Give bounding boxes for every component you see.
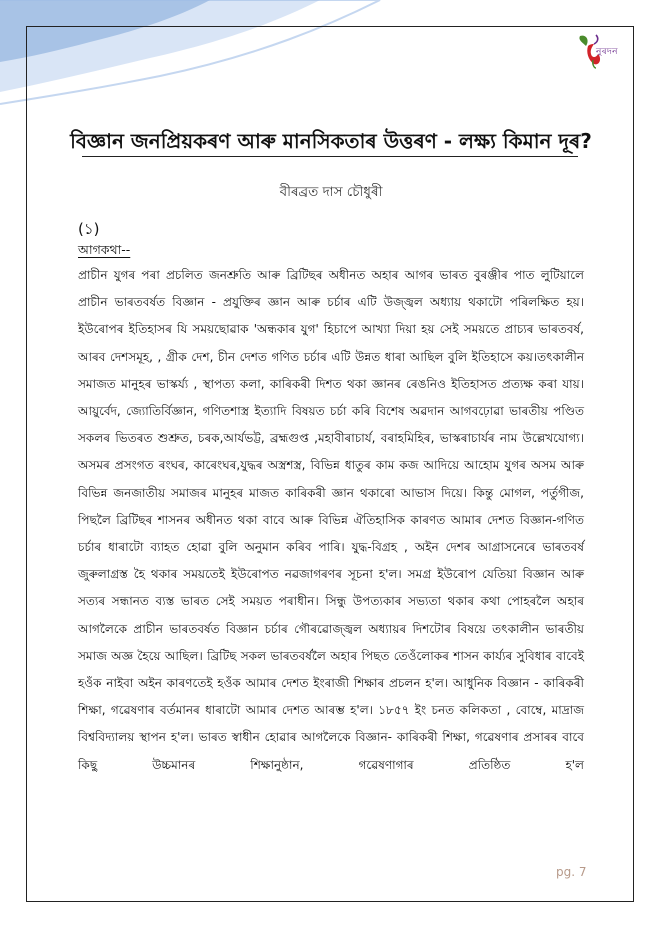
body-line: নাইবা অইন কাৰণতেই হওঁক আমাৰ দেশত ইংৰাজী শিক্ষাৰ প্ৰচলন হ'ল। আধুনিক বিজ্ঞান - [106,676,539,691]
body-line: শুশ্ৰুত, চৰক,আৰ্যভট্ট, ব্ৰহ্মগুপ্ত ,মহাবীৰাচাৰ্য, বৰাহমিহিৰ, ভাস্কৰাচাৰ্যৰ নাম উল্লেখযোগ্য।অসমৰ [78,431,584,473]
body-line: অইন দেশৰ আগ্ৰাসনেৰে ভাৰতবৰ্ষ জুৰুলাগ্ৰস্ত হৈ থকাৰ সময়তেই ইউৰোপত নৱজাগৰণৰ [78,540,584,582]
body-line: আমাৰ দেশত বিজ্ঞান-গণিত চৰ্চাৰ ধাৰাটো ব্যাহত হোৱা বুলি অনুমান কৰিব পাৰি। যুদ্ধ-বিগ্ৰহ , [78,512,584,555]
body-line: বিজ্ঞান চৰ্চাৰ গৌৰৱোজ্জ্বল অধ্যায়ৰ দিশটোৰ বিষয়ে তৎকালীন ভাৰতীয় সমাজ অজ্ঞ হৈয়ে [78,621,584,663]
body-line: প্ৰসংগত ৰংঘৰ, কাৰেংঘৰ,যুদ্ধৰ অস্ত্ৰশস্ত্ৰ, বিভিন্ন ধাতুৰ কাম কজ আদিয়ে আহোম যুগৰ অসম [114,458,556,473]
section-heading: আগকথা-- [78,242,131,257]
article-title: বিজ্ঞান জনপ্ৰিয়কৰণ আৰু মানসিকতাৰ উত্তৰণ - লক্ষ্য কিমান দূৰ? [70,129,592,153]
body-line: গণিতশাস্ত্ৰ ইত্যাদি বিষয়ত চৰ্চা কৰি বিশেষ অৱদান আগবঢ়োৱা ভাৰতীয় পণ্ডিত সকলৰ ভিতৰত [78,404,584,446]
body-line: মোগল, পৰ্তুগীজ, পিছলৈ ব্ৰিটিছৰ শাসনৰ অধীনত থকা বাবে আৰু বিভিন্ন ঐতিহাসিক কাৰণত [78,485,584,527]
body-line: পৰাধীন। সিন্ধু উপত্যকাৰ সভ্যতা থকাৰ কথা পোহৰলৈ অহাৰ আগলৈকে প্ৰাচীন ভাৰতবৰ্ষত [78,594,584,636]
body-line: লুটিয়ালে প্ৰাচীন ভাৰতবৰ্ষত বিজ্ঞান - প্ৰযুক্তিৰ জ্ঞান আৰু চৰ্চাৰ এটি উজ্জ্বল অধ্যায় থকাটো [78,268,584,310]
body-line: সূচনা হ'ল। সমগ্ৰ ইউৰোপ যেতিয়া বিজ্ঞান আৰু সত্যৰ সন্ধানত ব্যস্ত ভাৰত সেই সময়ত [78,567,584,609]
title-underline [82,156,578,157]
section-number: (১) [78,220,100,238]
body-line: কলিকতা , বোম্বে, মাদ্ৰাজ বিশ্ববিদ্যালয় স্থাপন হ'ল। ভাৰত স্বাধীন হোৱাৰ আগলৈকে বিজ্ঞান- [78,703,584,745]
body-line: উন্নত ধাৰা আছিল বুলি ইতিহাসে কয়।তৎকালীন সমাজত মানুহৰ ভাস্কৰ্য্য , স্থাপত্য কলা, [78,349,584,391]
page-number: pg. 7 [556,865,587,879]
body-line: কাৰিকৰী শিক্ষা, গৱেষণাৰ প্ৰসাৰৰ বাবে কিছু উচ্চমানৰ শিক্ষানুষ্ঠান, গৱেষণাগাৰ প্ৰতিষ্ঠিত হ'ল [78,730,584,772]
logo-wordmark: নুৰদন [596,47,618,57]
body-line: প্ৰাচীন যুগৰ পৰা প্ৰচলিত জনশ্ৰুতি আৰু ব্ৰিটিছৰ অধীনত অহাৰ আগৰ ভাৰত বুৰঞ্জীৰ পাত [78,268,535,282]
body-line: আৰু বিভিন্ন জনজাতীয় সমাজৰ মানুহৰ মাজত কাৰিকৰী জ্ঞান থকাৰো আভাস দিয়ে। কিন্তু [78,458,584,500]
body-line: কাৰিকৰী দিশত থকা জ্ঞানৰ ৰেঙনিও ইতিহাসত প্ৰত্যক্ষ কৰা যায়। আয়ুৰ্বেদ, জ্যোতিৰ্বিজ্ঞান, [78,376,584,419]
body-line: পৰিলক্ষিত হয়। ইউৰোপৰ ইতিহাসৰ যি সময়ছোৱাক 'অন্ধকাৰ যুগ' হিচাপে আখ্যা দিয়া হয় [78,295,584,337]
body-line: সেই সময়তে প্ৰাচ্যৰ ভাৰতবৰ্ষ, আৰব দেশসমূহ, , গ্ৰীক দেশ, চীন দেশত গণিত চৰ্চাৰ এটি [78,322,584,364]
body-line: আছিল। ব্ৰিটিছ সকল ভাৰতবৰ্ষলৈ অহাৰ পিছত তেওঁলোকৰ শাসন কাৰ্য্যৰ সুবিধাৰ বাবেই হওঁক [78,648,584,691]
author-name: বীৰব্ৰত দাস চৌধুৰী [279,184,383,200]
body-line: কাৰিকৰী শিক্ষা, গৱেষণাৰ বৰ্তমানৰ ধাৰাটো আমাৰ দেশত আৰম্ভ হ'ল। ১৮৫৭ ইং চনত [78,676,584,718]
body-paragraph [78,262,584,779]
